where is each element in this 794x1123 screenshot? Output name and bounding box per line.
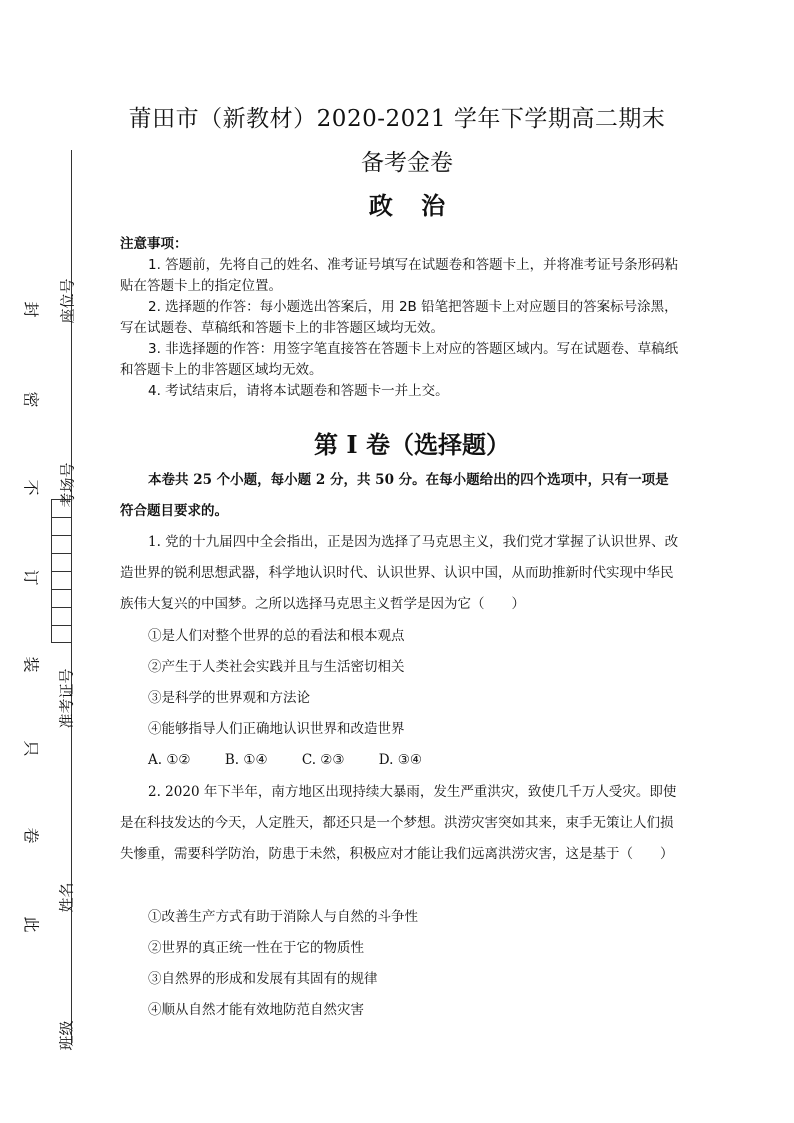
admission-number-label: 准考证号 [57,668,76,729]
question-2 [120,777,680,870]
question-stem: 1. 党的十九届四中全会指出，正是因为选择了马克思主义，我们党才掌握了认识世界、改造世界的锐利思想武器，科学地认识时代、认识世界、认识中国，从而助推新时代实现中华民族伟大复兴的中国梦。之所以选择马克思主义哲学是因为它（ ） [120,534,679,612]
question-stem: 2. 2020 年下半年，南方地区出现持续大暴雨，发生严重洪灾，致使几千万人受灾。即使是在科技发达的今天，人定胜天，都还只是一个梦想。洪涝灾害突如其来，束手无策让人们损失惨重，需要科学防治，防患于未然，积极应对才能让我们远离洪涝灾害，这是基于（ ） [120,784,677,862]
notice-block [120,234,680,402]
exam-number-grid [51,499,71,643]
exam-room-label: 考场号 [58,462,77,508]
exam-subtitle: 备考金卷 [361,150,453,176]
binding-char: 只 [21,740,41,757]
option: ②产生于人类社会实践并且与生活密切相关 [148,659,405,675]
answer-c: C. ②③ [301,752,345,768]
notice-item: 4. 考试结束后，请将本试题卷和答题卡一并上交。 [148,383,449,399]
exam-title: 莆田市（新教材）2020-2021 学年下学期高二期末 [128,106,666,132]
name-label: 姓名 [57,882,76,913]
option: ②世界的真正统一性在于它的物质性 [148,940,364,956]
notice-item: 3. 非选择题的作答：用签字笔直接答在答题卡上对应的答题区域内。写在试题卷、草稿纸和答题卡上的非答题区域均无效。 [120,341,679,378]
notice-heading: 注意事项： [120,236,188,252]
section-title: 第 I 卷（选择题） [314,430,510,459]
class-label: 班级 [57,1020,76,1051]
binding-char: 封 [21,301,41,318]
section-intro: 本卷共 25 个小题，每小题 2 分，共 50 分。在每小题给出的四个选项中，只有一项是符合题目要求的。 [120,472,669,519]
notice-item: 1. 答题前，先将自己的姓名、准考证号填写在试题卷和答题卡上，并将准考证号条形码粘贴在答题卡上的指定位置。 [120,257,679,294]
option: ①是人们对整个世界的总的看法和根本观点 [148,628,405,644]
answer-b: B. ①④ [224,752,268,768]
notice-item: 2. 选择题的作答：每小题选出答案后，用 2B 铅笔把答题卡上对应题目的答案标号涂黑，写在试题卷、草稿纸和答题卡上的非答题区域均无效。 [120,299,678,336]
option: ③是科学的世界观和方法论 [148,690,310,706]
binding-char: 订 [21,569,41,586]
question-1 [120,527,680,620]
binding-char: 装 [21,656,41,673]
binding-char: 此 [21,916,41,933]
option: ③自然界的形成和发展有其固有的规律 [148,971,378,987]
answer-a: A. ①② [148,752,191,768]
option: ①改善生产方式有助于消除人与自然的斗争性 [148,909,418,925]
option: ④顺从自然才能有效地防范自然灾害 [148,1002,364,1018]
answer-choices [148,752,452,768]
binding-char: 不 [21,479,41,496]
seat-number-label: 座位号 [58,278,77,324]
subject-title: 政 治 [368,191,456,220]
option: ④能够指导人们正确地认识世界和改造世界 [148,721,405,737]
binding-char: 密 [21,391,41,408]
binding-char: 卷 [21,827,41,844]
answer-d: D. ③④ [378,752,422,768]
